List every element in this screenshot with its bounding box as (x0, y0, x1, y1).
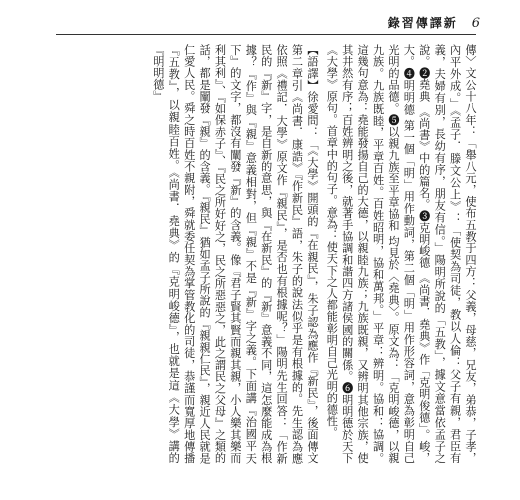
translation-paragraph: 【語譯】徐愛問：「《大學》開頭的『在親民』，朱子認為應作『新民』，後面傳文第二章引《尚書．康誥》『作新民』語，朱子的說法似乎是有根據的。先生認為應依照《禮記．大學》原文作『親民』，是否也有根據呢？」陽明先生回答：「作新民的『新』字，是自新的意思，與『在新民』的『新』意義不同，這怎麼能成為根據？『作』與『親』意義相對，但『親』不是『新』字之義。下面講『治國平天下』的文字，都沒有闡發『新』的含義。像『君子賢其賢而親其親，小人樂其樂而利其利』、『如保赤子』、『民之所好好之，民之所惡惡之，此之謂民之父母』之類的話，都是闡發『親』的含義。『親民』猶如孟子所說的『親親仁民』，親近人民就是仁愛人民。舜之時百姓不親附，舜就委任契為掌管教化的司徒，恭謹而寬厚地傳播『五教』，以親睦百姓。《尚書．堯典》的『克明峻德』，也就是這《大學》講的『明明德』 (151, 44, 319, 464)
annotation-paragraph: 傳〉文公十八年：「舉八元，使布五教于四方：父義，母慈，兄友，弟恭，子孝，內平外成。」《孟子．滕文公上》：「使契為司徒，教以人倫：父子有親，君臣有義，夫婦有別，長幼有序，朋友有信。」陽明所說的「五教」，據文意當依孟子之說。❷堯典 《尚書》中的篇名。❸克明峻德 《尚書．堯典》作「克明俊德」。峻，大。❹明明德 第一個「明」用作動詞，第二個「明」用作形容詞，意為彰明自己光明的品德。❺以親九族至平章協和 均見於〈堯典〉。原文為：「克明峻德，以親九族。九族既睦，平章百姓。百姓昭明，協和萬邦。」平章：辨明。協和：協調。這幾句意為：堯能發揚自己的大德，以親睦九族；九族既親，又辨明其他宗族，使其井然有序；百姓辨明之後，就著手協調和諧四方諸侯國的關係。❻明明德於天下 《大學》原句。首章中的句子。意為：使天下之人都能彰明自己光明的德性。 (325, 44, 477, 464)
book-title: 錄習傳譯新 (387, 16, 458, 30)
page-number: 6 (471, 16, 480, 31)
header-rule (56, 34, 476, 35)
vertical-text-body (58, 44, 478, 464)
running-header (388, 14, 480, 31)
